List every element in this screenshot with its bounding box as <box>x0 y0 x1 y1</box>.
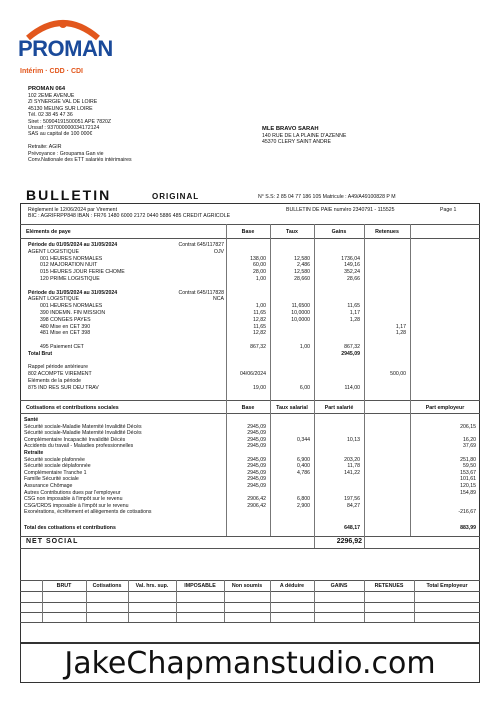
t2-header-part-salarie: Part salarié <box>324 405 354 411</box>
pay-row-taux: 6,00 <box>299 384 310 391</box>
cotisation-row-base: 2945,09 <box>247 436 266 443</box>
cotisation-row-part-employeur: 16,20 <box>463 436 476 443</box>
net-sep <box>364 536 365 548</box>
document-title: BULLETIN <box>26 187 112 203</box>
t2-header-base: Base <box>241 405 255 411</box>
t1-header-gains: Gains <box>331 229 347 235</box>
footer-table-header-bottom <box>20 591 480 592</box>
employer-line: SAS au capital de 100 000€ <box>28 131 93 138</box>
footer-table-row1-bottom <box>20 602 480 603</box>
table1-header-bottom <box>20 238 480 239</box>
pay-row-label: 001 HEURES NORMALES <box>40 255 103 262</box>
t1-header-base: Base <box>241 229 255 235</box>
table2-header-bottom <box>20 413 480 414</box>
cotisation-row-label: Complémentaire Incapacité Invalidité Décès <box>24 436 126 443</box>
cotisation-row-taux: 0,400 <box>297 463 310 470</box>
pay-row-label: 001 HEURES NORMALES <box>40 303 103 310</box>
cotisation-row-part-salarie: 197,56 <box>344 496 360 503</box>
employee-name: MLE BRAVO SARAH <box>262 126 319 132</box>
employer-line: 102 2EME AVENUE <box>28 93 75 99</box>
cotisation-row-base: 2906,42 <box>247 502 266 509</box>
t2-header-taux: Taux salarial <box>276 405 308 411</box>
pay-row-gains: 1736,04 <box>341 255 360 262</box>
cotisation-row-label: Sécurité sociale déplafonnée <box>24 463 91 470</box>
pay-row-gains: 867,32 <box>344 344 360 350</box>
pay-row-gains: 11,65 <box>347 303 360 310</box>
employer-name: PROMAN 064 <box>28 86 66 92</box>
pay-row-label: Eléments de la période <box>28 378 82 384</box>
cotisation-row-part-employeur: 101,61 <box>460 476 476 483</box>
pay-row-base: 138,00 <box>250 255 266 262</box>
cotisation-row-base: 2945,09 <box>247 443 266 450</box>
pay-row-label: Rappel période antérieure <box>28 364 88 371</box>
cotisation-row-taux: 6,800 <box>297 496 310 503</box>
pay-row-taux: 1,00 <box>299 344 310 350</box>
employee-block <box>262 126 462 146</box>
cotisation-row-part-employeur: 154,89 <box>460 489 476 496</box>
pay-row-base: 11,65 <box>253 310 266 316</box>
cotisation-row-part-salarie: 84,27 <box>347 502 360 509</box>
employer-line: 45130 MEUNG SUR LOIRE <box>28 105 93 112</box>
cotisation-row-part-employeur: 251,80 <box>460 456 476 463</box>
footer-header-2: Val. hrs. sup. <box>135 583 169 589</box>
pay-row-label: 481 Mise en CET 398 <box>40 330 91 337</box>
pay-row-base: 1,00 <box>255 303 266 310</box>
pay-row-base: 867,32 <box>250 344 266 350</box>
pay-row-extra: Contrat 645/117828 <box>178 289 224 296</box>
net-social-value: 2296,92 <box>336 538 362 545</box>
pay-row-label: 495 Paiement CET <box>40 344 84 350</box>
pay-row-label: 802 ACOMPTE VIREMENT <box>28 371 92 378</box>
payment-line-1: Règlement le 12/06/2024 par Virement <box>28 207 118 213</box>
company-logo <box>18 14 113 80</box>
pay-row-gains: 114,00 <box>344 384 360 391</box>
employer-line: Prévoyance : Groupama Gan vie <box>28 150 104 157</box>
footer-header-8: Total Employeur <box>426 583 468 589</box>
cotisation-row-part-employeur: 206,15 <box>460 423 476 430</box>
pay-row-label: AGENT LOGISTIQUE <box>28 248 79 255</box>
pay-row-retenues: 1,17 <box>395 323 406 330</box>
pay-row-gains: 1,28 <box>349 316 360 323</box>
pay-row-extra: Contrat 645/117827 <box>178 242 224 248</box>
t1-header-retenues: Retenues <box>375 229 399 235</box>
employer-line: ZI SYNERGIE VAL DE LOIRE <box>28 99 98 106</box>
pay-row-label: 120 PRIME LOGISTIQUE <box>40 276 100 282</box>
cotisation-row-part-salarie: 203,20 <box>344 456 360 463</box>
t2-col-sep <box>364 400 365 536</box>
footer-header-5: A déduire <box>279 583 305 589</box>
cotisation-row-label: CSG/CRDS imposable à l'impôt sur le revenu <box>24 502 129 509</box>
pay-row-label: Total Brut <box>28 350 53 357</box>
pay-row-label: Période du 31/05/2024 au 31/05/2024 <box>28 289 118 296</box>
employer-line: Tél. 02 38 45 47 36 <box>28 112 73 119</box>
employer-line: Siret : 50904191500051 APE 7820Z <box>28 118 112 125</box>
footer-header-4: Non soumis <box>231 583 263 589</box>
cotisation-row-base: 2945,09 <box>247 469 266 476</box>
original-label: ORIGINAL <box>152 192 200 201</box>
cotisation-row-part-employeur: 37,69 <box>463 443 476 450</box>
pay-row-label: 480 Mise en CET 390 <box>40 323 91 330</box>
t1-col-sep <box>410 224 411 400</box>
cotisation-row-label: Santé <box>24 417 39 423</box>
cotisation-row-label: Autres Contributions dues par l'employeur <box>24 489 121 496</box>
cotisation-row-base: 2945,09 <box>247 476 266 483</box>
cotisation-row-base: 2945,09 <box>247 483 266 489</box>
cotisation-row-part-employeur: 120,15 <box>460 483 476 489</box>
cotisation-row-label: Complémentaire Tranche 1 <box>24 469 87 476</box>
cotisation-row-label: Sécurité sociale plafonnée <box>24 456 85 463</box>
pay-row-extra: OJV <box>213 248 224 255</box>
pay-row-base: 04/06/2024 <box>240 371 266 378</box>
footer-header-1: Cotisations <box>92 583 122 589</box>
pay-row-gains: 1,17 <box>349 310 360 316</box>
cotisation-row-part-employeur: 883,99 <box>460 524 476 531</box>
cotisation-row-taux: 0,344 <box>297 436 310 443</box>
pay-row-base: 11,65 <box>253 323 266 330</box>
t1-header-elements: Eléments de paye <box>26 229 71 235</box>
pay-row-label: Période du 01/05/2024 au 31/05/2024 <box>28 242 118 248</box>
footer-table-row2-bottom <box>20 612 480 613</box>
pay-row-gains: 352,24 <box>344 269 360 276</box>
ssn-line: N° S.S: 2 85 04 77 186 105 Matricule : A49/A49100828 P M <box>258 194 396 200</box>
t2-header-part-employeur: Part employeur <box>425 405 465 411</box>
cotisation-row-label: Sécurité sociale-Maladie Maternité Invalidité Décès <box>24 430 142 437</box>
pay-row-label: 015 HEURES JOUR FERIE CHOME <box>40 269 125 276</box>
pay-row-taux: 11,6500 <box>291 303 310 310</box>
cotisation-row-part-salarie: 648,17 <box>344 524 360 531</box>
pay-row-retenues: 500,00 <box>390 371 406 378</box>
pay-row-gains: 2945,09 <box>341 350 360 357</box>
cotisation-row-label: Retraite <box>24 450 44 456</box>
footer-table-row3-bottom <box>20 622 480 623</box>
t2-header-cotisations: Cotisations et contributions sociales <box>26 405 119 411</box>
cotisation-row-taux: 6,900 <box>297 456 310 463</box>
bulletin-number: BULLETIN DE PAIE numéro 2340791 - 115525 <box>286 207 395 213</box>
cotisation-row-part-employeur: 153,67 <box>460 469 476 476</box>
net-bottom <box>20 548 480 549</box>
pay-row-retenues: 1,28 <box>395 330 406 337</box>
watermark-text: JakeChapmanstudio.com <box>64 645 436 681</box>
cotisation-row-part-employeur: -216,67 <box>458 509 476 516</box>
pay-row-taux: 10,0000 <box>291 310 310 316</box>
pay-row-base: 28,00 <box>253 269 266 276</box>
cotisation-row-label: Assurance Chômage <box>24 483 73 489</box>
cotisation-row-base: 2945,09 <box>247 456 266 463</box>
cotisation-row-taux: 2,900 <box>297 502 310 509</box>
footer-header-7: RETENUES <box>374 583 404 589</box>
pay-row-base: 1,00 <box>255 276 266 282</box>
cotisation-row-label: CSG non imposable à l'impôt sur le revenu <box>24 496 123 503</box>
table1-top <box>20 224 480 225</box>
cotisation-row-part-salarie: 10,13 <box>347 436 360 443</box>
pay-row-taux: 2,486 <box>297 262 310 269</box>
cotisation-row-label: Accidents du travail - Maladies professionnelles <box>24 443 134 450</box>
footer-header-0: BRUT <box>56 583 72 589</box>
cotisation-row-part-employeur: 59,50 <box>463 463 476 470</box>
cotisation-row-label: Famille Sécurité sociale <box>24 476 79 483</box>
pay-row-base: 19,00 <box>253 384 266 391</box>
t1-header-taux: Taux <box>286 229 298 235</box>
footer-header-6: GAINS <box>330 583 348 589</box>
pay-row-label: 390 INDEMN. FIN MISSION <box>40 310 106 316</box>
pay-row-gains: 28,66 <box>347 276 360 282</box>
footer-header-3: IMPOSABLE <box>184 583 216 589</box>
cotisation-row-part-salarie: 141,22 <box>344 469 360 476</box>
pay-row-taux: 12,580 <box>294 255 310 262</box>
employer-line: Urssaf : 937000000034172124 <box>28 125 100 132</box>
table2-top <box>20 400 480 401</box>
employer-block <box>28 86 248 163</box>
pay-row-label: AGENT LOGISTIQUE <box>28 296 79 303</box>
pay-row-label: 012 MAJORATION NUIT <box>40 262 98 269</box>
page-number: Page 1 <box>440 207 457 213</box>
net-social-label: NET SOCIAL <box>26 538 79 545</box>
footer-table-top <box>20 580 480 581</box>
cotisation-row-taux: 4,786 <box>297 469 310 476</box>
pay-row-taux: 10,0000 <box>291 316 310 323</box>
pay-row-label: 398 CONGES PAYES <box>40 316 91 323</box>
payment-line-2: BIC : AGRIFRPP848 IBAN : FR76 1480 6000 2172 0440 5886 485 CREDIT AGRICOLE <box>28 213 231 219</box>
pay-row-extra: NCA <box>213 296 224 303</box>
cotisation-row-part-salarie: 11,78 <box>347 463 360 470</box>
pay-row-base: 60,00 <box>253 262 266 269</box>
employee-line: 45370 CLERY SAINT ANDRE <box>262 139 331 146</box>
cotisation-row-base: 2906,42 <box>247 496 266 503</box>
employer-line: Conv.Nationale des ETT salariés intérimaires <box>28 157 132 164</box>
pay-row-label: 875 IND RES SUR DEU TRAV <box>28 384 99 391</box>
cotisation-row-base: 2945,09 <box>247 423 266 430</box>
pay-row-base: 12,82 <box>253 316 266 323</box>
cotisation-row-base: 2945,09 <box>247 463 266 470</box>
pay-row-base: 12,82 <box>253 330 266 337</box>
cotisation-row-label: Total des cotisations et contributions <box>24 524 116 531</box>
employee-line: 140 RUE DE LA PLAINE D'AZENNE <box>262 133 347 139</box>
pay-row-gains: 149,16 <box>344 262 360 269</box>
pay-row-taux: 12,580 <box>294 269 310 276</box>
logo-name: PROMAN <box>18 36 113 61</box>
watermark-banner <box>20 643 480 683</box>
net-top <box>20 536 480 537</box>
cotisation-row-label: Sécurité sociale-Maladie Maternité Invalidité Décès <box>24 423 142 430</box>
logo-tagline: Intérim · CDD · CDI <box>20 68 83 75</box>
cotisation-row-label: Exonérations, écrêtement et allègements de cotisations <box>24 509 152 516</box>
pay-row-taux: 28,660 <box>294 276 310 282</box>
cotisation-row-base: 2945,09 <box>247 430 266 437</box>
employer-line: Retraite: AGIR <box>28 144 62 151</box>
